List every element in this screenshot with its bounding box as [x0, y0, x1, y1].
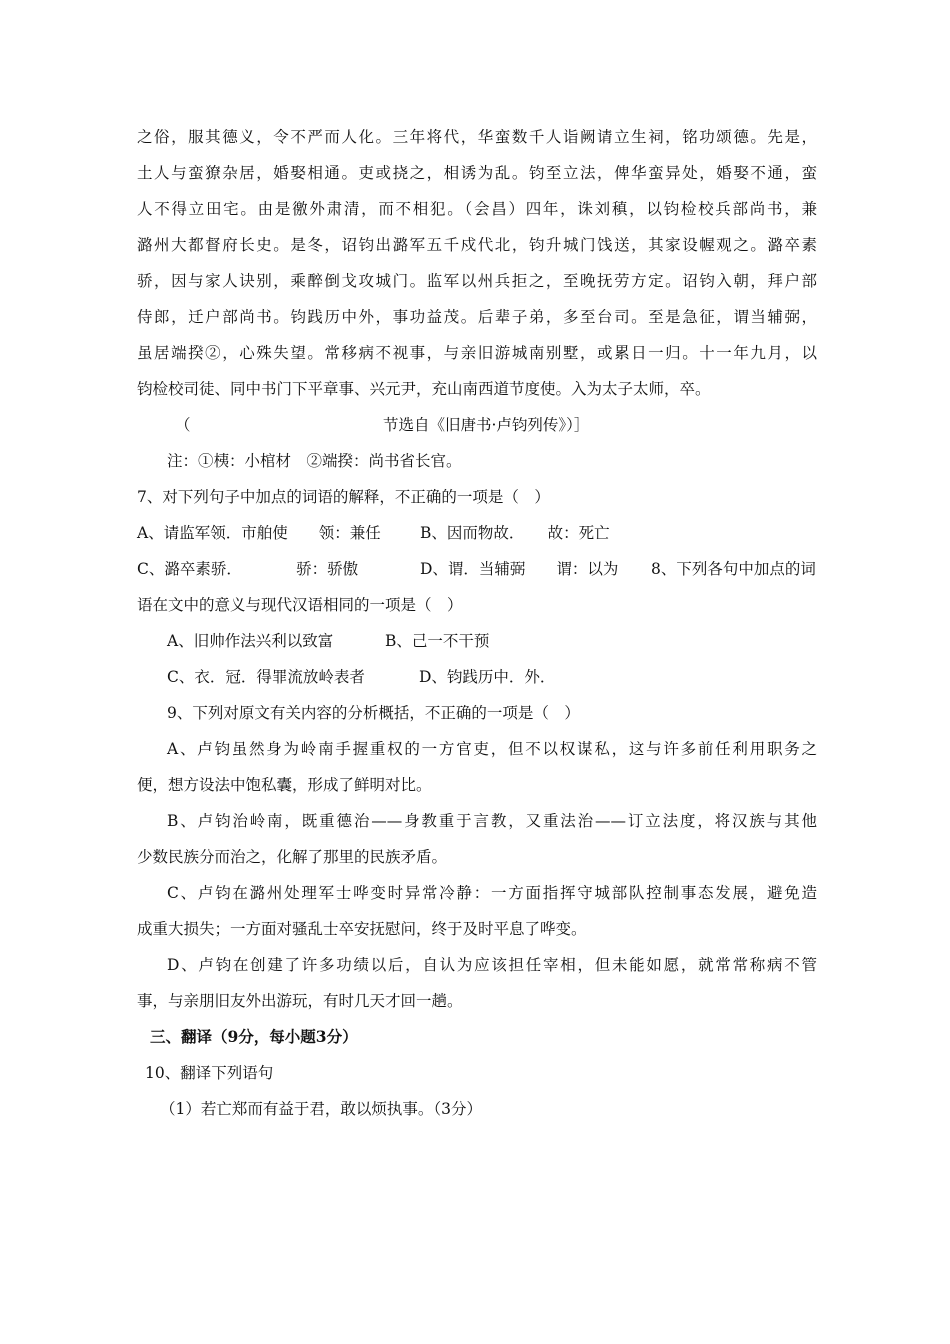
- question-8-stem-start: 8、下列各句中加点的词: [651, 560, 816, 578]
- question-8-stem: 语在文中的意义与现代汉语相同的一项是（ ）: [137, 596, 463, 614]
- passage-line: 钧检校司徒、同中书门下平章事、兴元尹，充山南西道节度使。入为太子太师，卒。: [137, 380, 711, 398]
- passage-line: 骄，因与家人诀别，乘醉倒戈攻城门。监军以州兵拒之，至晚抚劳方定。诏钧入朝，拜户部: [137, 272, 817, 290]
- question-10-stem: 10、翻译下列语句: [145, 1064, 274, 1082]
- question-9-option-d: D、卢钧在创建了许多功绩以后，自认为应该担任宰相，但未能如愿，就常常称病不管: [167, 956, 817, 974]
- passage-line: 侍郎，迁户部尚书。钧践历中外，事功益茂。后辈子弟，多至台司。至是急征，谓当辅弼，: [137, 308, 817, 326]
- question-9-option-a: A、卢钧虽然身为岭南手握重权的一方官吏，但不以权谋私，这与许多前任利用职务之: [167, 740, 817, 758]
- question-9-option-b-cont: 少数民族分而治之，化解了那里的民族矛盾。: [137, 848, 448, 866]
- question-9-option-c: C、卢钧在潞州处理军士哗变时异常冷静：一方面指挥守城部队控制事态发展，避免造: [167, 884, 817, 902]
- question-9-option-d-cont: 事，与亲朋旧友外出游玩，有时几天才回一趟。: [137, 992, 463, 1010]
- source-open-paren: （: [175, 416, 191, 434]
- question-9-option-c-cont: 成重大损失；一方面对骚乱士卒安抚慰问，终于及时平息了哗变。: [137, 920, 587, 938]
- passage-line: 土人与蛮獠杂居，婚娶相通。吏或挠之，相诱为乱。钧至立法，俾华蛮异处，婚娶不通，蛮: [137, 164, 817, 182]
- question-10-item-1: （1）若亡郑而有益于君，敢以烦执事。（3分）: [160, 1100, 482, 1118]
- section-3-heading: 三、翻译（9分，每小题3分）: [150, 1027, 358, 1046]
- passage-line: 之俗，服其德义，令不严而人化。三年将代，华蛮数千人诣阙请立生祠，铭功颂德。先是，: [137, 128, 817, 146]
- question-8-option-c: C、衣．冠．得罪流放岭表者: [167, 668, 365, 686]
- source-citation: 节选自《旧唐书·卢钧列传》）］: [383, 416, 590, 434]
- question-9-stem: 9、下列对原文有关内容的分析概括，不正确的一项是（ ）: [167, 704, 580, 722]
- passage-line: 虽居端揆②，心殊失望。常移病不视事，与亲旧游城南别墅，或累日一归。十一年九月，以: [137, 344, 817, 362]
- question-9-option-b: B、卢钧治岭南，既重德治——身教重于言教，又重法治——订立法度，将汉族与其他: [167, 812, 817, 830]
- question-8-option-d: D、钧践历中．外．: [419, 668, 556, 686]
- passage-line: 人不得立田宅。由是徼外肃清，而不相犯。（会昌）四年，诛刘稹，以钧检校兵部尚书，兼: [137, 200, 817, 218]
- question-8-option-b: B、己一不干预: [385, 632, 490, 650]
- question-7-stem: 7、对下列句子中加点的词语的解释，不正确的一项是（ ）: [137, 488, 550, 506]
- question-7-option-d: D、谓．当辅弼 谓：以为: [420, 560, 619, 578]
- footnote: 注：①桋：小棺材 ②端揆：尚书省长官。: [167, 452, 462, 470]
- question-7-option-c: C、潞卒素骄． 骄：骄傲: [137, 560, 359, 578]
- question-8-option-a: A、旧帅作法兴利以致富: [167, 632, 334, 650]
- question-7-option-b: B、因而物故． 故：死亡: [420, 524, 610, 542]
- question-9-option-a-cont: 便，想方设法中饱私囊，形成了鲜明对比。: [137, 776, 432, 794]
- question-7-option-a: A、请监军领．市舶使 领：兼任: [137, 524, 381, 542]
- passage-line: 潞州大都督府长史。是冬，诏钧出潞军五千戍代北，钧升城门饯送，其家设幄观之。潞卒素: [137, 236, 817, 254]
